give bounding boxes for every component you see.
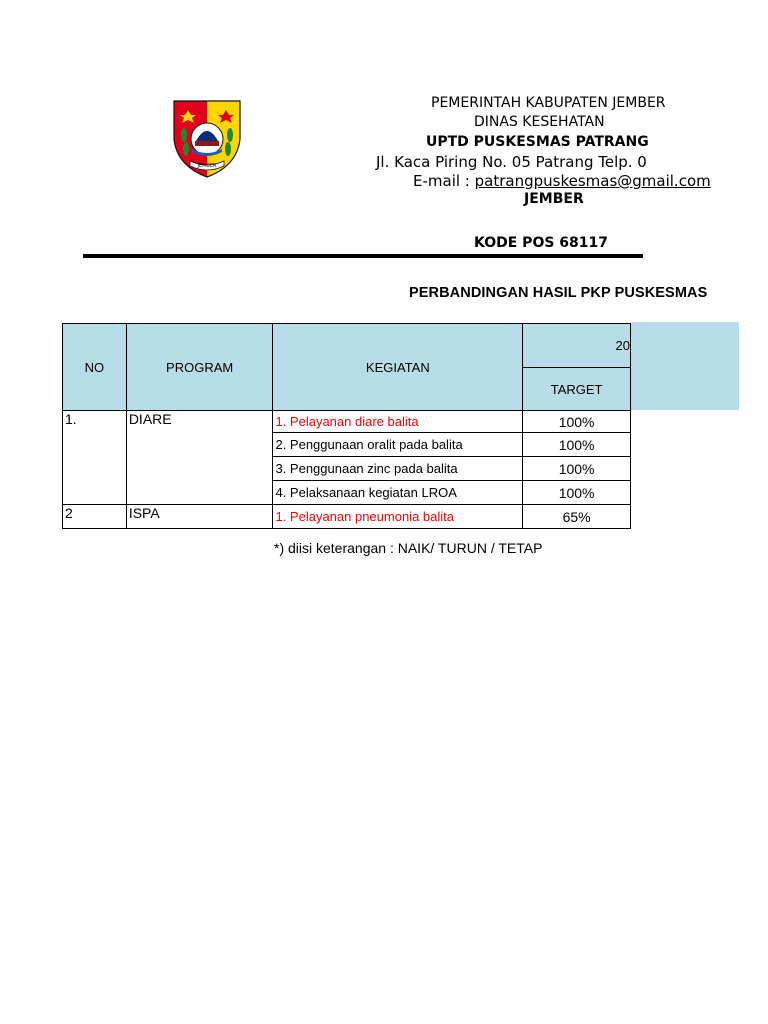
col-header-year: 20 <box>523 324 631 368</box>
address-line: Jl. Kaca Piring No. 05 Patrang Telp. 0 <box>376 153 647 171</box>
row-kegiatan: 4. Pelaksanaan kegiatan LROA <box>273 481 523 505</box>
row-no: 2 <box>63 505 127 529</box>
table-row <box>63 411 631 433</box>
row-kegiatan: 1. Pelayanan diare balita <box>273 411 523 433</box>
city-name: JEMBER <box>524 191 584 207</box>
col-header-program: PROGRAM <box>126 324 273 411</box>
row-target: 100% <box>523 433 631 457</box>
email-line <box>413 172 711 190</box>
header-divider <box>83 254 643 258</box>
col-header-no: NO <box>63 324 127 411</box>
program-table <box>62 323 631 529</box>
row-target: 100% <box>523 457 631 481</box>
government-name: PEMERINTAH KABUPATEN JEMBER <box>431 95 666 111</box>
row-kegiatan: 1. Pelayanan pneumonia balita <box>273 505 523 529</box>
email-link[interactable]: patrangpuskesmas@gmail.com <box>474 172 711 190</box>
agency-name: DINAS KESEHATAN <box>474 114 605 130</box>
row-target: 100% <box>523 411 631 433</box>
col-header-target: TARGET <box>523 368 631 411</box>
row-target: 100% <box>523 481 631 505</box>
row-program: ISPA <box>126 505 273 529</box>
logo-banner-text: JEMBER <box>197 163 217 169</box>
document-title: PERBANDINGAN HASIL PKP PUSKESMAS <box>409 285 708 301</box>
row-program: DIARE <box>126 411 273 505</box>
col-header-kegiatan: KEGIATAN <box>273 324 523 411</box>
row-no: 1. <box>63 411 127 505</box>
row-kegiatan: 2. Penggunaan oralit pada balita <box>273 433 523 457</box>
jember-regency-logo-icon <box>172 99 242 179</box>
header-fill-overflow <box>631 322 739 410</box>
footnote: *) diisi keterangan : NAIK/ TURUN / TETAP <box>274 540 543 556</box>
row-target: 65% <box>523 505 631 529</box>
email-label: E-mail : <box>413 172 475 190</box>
table-row <box>63 505 631 529</box>
puskesmas-name: UPTD PUSKESMAS PATRANG <box>426 134 649 150</box>
postal-code: KODE POS 68117 <box>474 235 609 251</box>
row-kegiatan: 3. Penggunaan zinc pada balita <box>273 457 523 481</box>
